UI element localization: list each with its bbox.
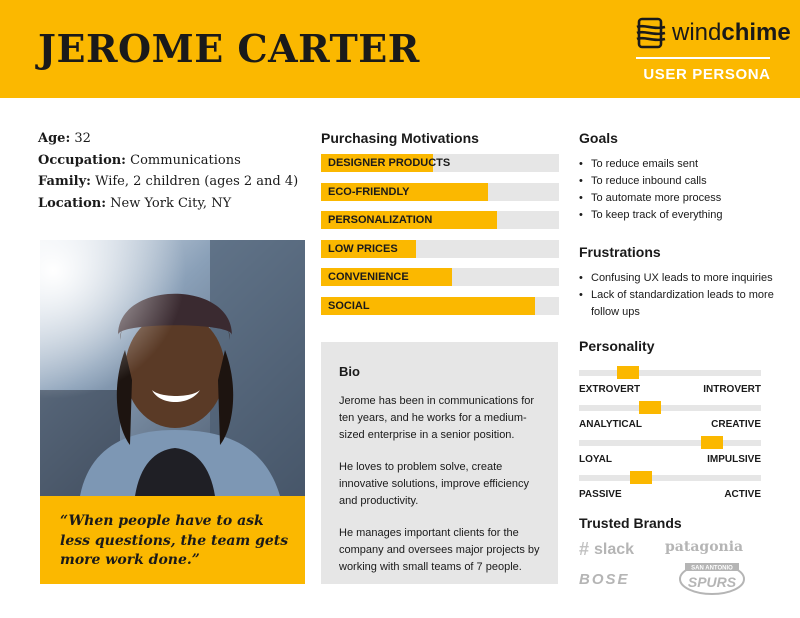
goals-title: Goals bbox=[579, 130, 618, 146]
frustration-item: • Lack of standardization leads to more follow ups bbox=[579, 287, 779, 321]
trusted-brands-title: Trusted Brands bbox=[579, 515, 682, 531]
frustrations-list bbox=[579, 270, 779, 321]
goal-item: • To reduce inbound calls bbox=[579, 173, 779, 190]
occupation-label: Occupation: bbox=[38, 152, 126, 168]
personality-slider bbox=[579, 366, 761, 401]
family-row bbox=[38, 171, 308, 193]
logo-wordmark bbox=[672, 21, 791, 45]
frustrations-title: Frustrations bbox=[579, 244, 661, 260]
slider-track bbox=[579, 440, 761, 446]
brand-patagonia-logo bbox=[665, 539, 743, 555]
slider-right-label: INTROVERT bbox=[703, 384, 761, 395]
bio-title: Bio bbox=[339, 364, 360, 379]
logo-wordmark-light: wind bbox=[672, 19, 722, 46]
slider-knob bbox=[630, 471, 652, 484]
slider-right-label: ACTIVE bbox=[724, 489, 761, 500]
location-row bbox=[38, 193, 308, 215]
slider-right-label: IMPULSIVE bbox=[707, 454, 761, 465]
slider-left-label: LOYAL bbox=[579, 454, 612, 465]
slider-knob bbox=[617, 366, 639, 379]
goals-list bbox=[579, 156, 779, 224]
location-value: New York City, NY bbox=[110, 195, 232, 211]
motivation-bar bbox=[321, 268, 559, 286]
slider-knob bbox=[639, 401, 661, 414]
age-label: Age: bbox=[38, 131, 71, 146]
motivation-bar bbox=[321, 183, 559, 201]
user-persona-label: USER PERSONA bbox=[643, 66, 771, 83]
profile-info bbox=[38, 128, 308, 214]
logo-divider bbox=[636, 57, 770, 59]
motivation-label: ECO-FRIENDLY bbox=[328, 185, 410, 198]
bio-panel bbox=[321, 342, 558, 584]
slider-track bbox=[579, 475, 761, 481]
personality-slider bbox=[579, 436, 761, 471]
brand-bose-logo bbox=[579, 571, 630, 588]
personality-slider bbox=[579, 471, 761, 506]
age-value: 32 bbox=[74, 131, 91, 146]
header-banner bbox=[0, 0, 800, 98]
persona-quote: “When people have to ask less questions, the team gets more work done.” bbox=[60, 513, 289, 568]
age-row bbox=[38, 128, 308, 150]
trusted-brands-section bbox=[579, 515, 779, 590]
motivation-bar bbox=[321, 154, 559, 172]
brand-slack-name: slack bbox=[594, 540, 635, 558]
brand-slack-logo bbox=[579, 539, 634, 560]
slider-left-label: ANALYTICAL bbox=[579, 419, 642, 430]
personality-title: Personality bbox=[579, 338, 655, 354]
frustrations-section bbox=[579, 244, 779, 321]
slider-left-label: EXTROVERT bbox=[579, 384, 641, 395]
purchasing-motivations bbox=[321, 130, 559, 326]
goal-item: • To automate more process bbox=[579, 190, 779, 207]
location-label: Location: bbox=[38, 195, 107, 211]
goal-item: • To keep track of everything bbox=[579, 207, 779, 224]
occupation-value: Communications bbox=[130, 152, 241, 168]
bio-paragraph: He loves to problem solve, create innovative solutions, improve efficiency and productivity. bbox=[339, 461, 529, 507]
personality-slider bbox=[579, 401, 761, 436]
motivation-bar bbox=[321, 211, 559, 229]
slider-track bbox=[579, 405, 761, 411]
motivation-label: SOCIAL bbox=[328, 299, 370, 312]
frustration-item: • Confusing UX leads to more inquiries bbox=[579, 270, 779, 287]
motivation-bar bbox=[321, 240, 559, 258]
goal-item: • To reduce emails sent bbox=[579, 156, 779, 173]
brand-bose-name: BOSE bbox=[579, 571, 630, 588]
slider-left-label: PASSIVE bbox=[579, 489, 622, 500]
quote-box bbox=[40, 496, 305, 584]
slider-track bbox=[579, 370, 761, 376]
logo-wordmark-bold: chime bbox=[721, 19, 791, 46]
slack-hash-icon: # bbox=[579, 539, 590, 559]
persona-name: JEROME CARTER bbox=[38, 26, 420, 71]
motivations-title: Purchasing Motivations bbox=[321, 130, 479, 146]
motivation-label: DESIGNER PRODUCTS bbox=[328, 157, 451, 169]
motivation-label: PERSONALIZATION bbox=[328, 214, 433, 227]
spurs-name: SPURS bbox=[687, 574, 737, 590]
bio-paragraph: Jerome has been in communications for ten years, and he works for a medium-sized enterprise in a senior position. bbox=[339, 395, 535, 441]
family-label: Family: bbox=[38, 174, 91, 189]
bio-paragraph: He manages important clients for the company and oversees major projects by working with small teams of 7 people. bbox=[339, 527, 540, 573]
slider-knob bbox=[701, 436, 723, 449]
brand-patagonia-name: patagonia bbox=[665, 539, 744, 555]
motivation-label: CONVENIENCE bbox=[328, 271, 409, 284]
personality-section bbox=[579, 338, 761, 506]
occupation-row bbox=[38, 150, 308, 172]
slider-right-label: CREATIVE bbox=[711, 419, 761, 430]
motivation-bar bbox=[321, 297, 559, 315]
brand-spurs-logo bbox=[677, 561, 747, 600]
spurs-badge bbox=[677, 561, 747, 595]
family-value: Wife, 2 children (ages 2 and 4) bbox=[95, 174, 299, 189]
persona-photo bbox=[40, 240, 305, 496]
motivation-label: LOW PRICES bbox=[328, 242, 398, 255]
spurs-subtitle: SAN ANTONIO bbox=[691, 565, 733, 572]
windchime-logo-icon bbox=[636, 16, 666, 50]
goals-section bbox=[579, 130, 779, 224]
windchime-logo bbox=[636, 16, 791, 50]
